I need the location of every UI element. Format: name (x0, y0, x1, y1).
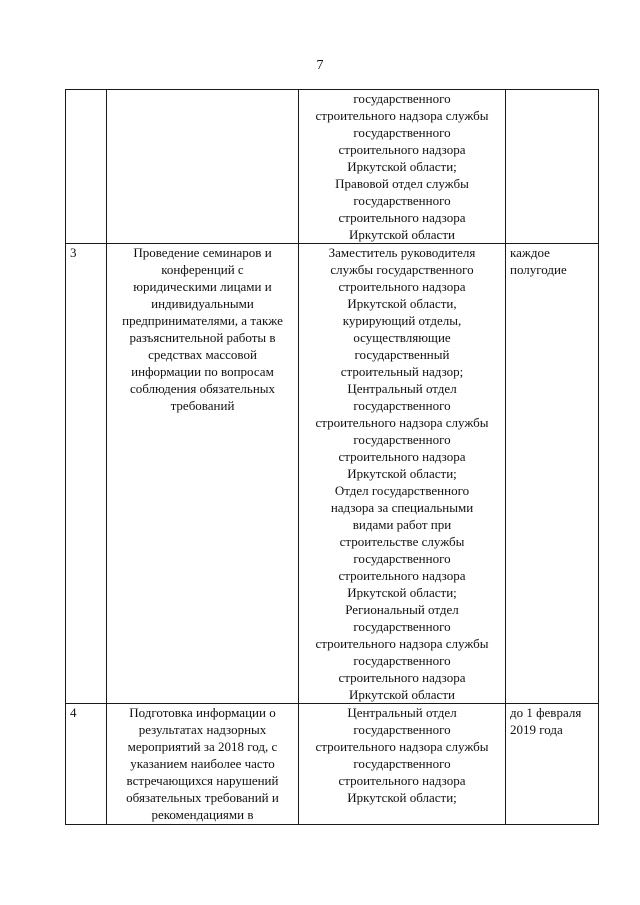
text-line: строительстве службы (339, 534, 465, 549)
text-line: государственного (353, 398, 451, 413)
text-line: строительного надзора (338, 210, 466, 225)
text-line: Иркутской области; (347, 466, 457, 481)
responsible-cell (299, 244, 506, 704)
text-line: указанием наиболее часто (130, 756, 275, 771)
text-line: государственного (353, 91, 451, 106)
text-line: встречающихся нарушений (126, 773, 279, 788)
text-line: полугодие (510, 262, 567, 277)
text-line: Иркутской области (349, 687, 455, 702)
text-line: Проведение семинаров и (133, 245, 272, 260)
text-line: обязательных требований и (126, 790, 279, 805)
text-line: средствах массовой (148, 347, 257, 362)
text-line: службы государственного (330, 262, 474, 277)
text-line: разъяснительной работы в (129, 330, 276, 345)
text-line: строительного надзора службы (315, 108, 489, 123)
text-line: государственного (353, 722, 451, 737)
text-line: результатах надзорных (138, 722, 267, 737)
text-line: Подготовка информации о (129, 705, 276, 720)
text-line: строительного надзора службы (315, 415, 489, 430)
text-line: Иркутской области (349, 227, 455, 242)
text-line: строительного надзора (338, 568, 466, 583)
text-line: государственный (354, 347, 450, 362)
text-line: Иркутской области; (347, 159, 457, 174)
event-cell (107, 704, 299, 825)
table-row (66, 704, 599, 825)
row-number-cell: 3 (66, 244, 107, 704)
text-line: требований (170, 398, 235, 413)
text-line: государственного (353, 756, 451, 771)
text-line: Иркутской области, (347, 296, 457, 311)
text-line: строительный надзор; (340, 364, 464, 379)
text-line: государственного (353, 125, 451, 140)
text-line: государственного (353, 653, 451, 668)
event-cell (107, 244, 299, 704)
term-cell (506, 244, 599, 704)
text-line: государственного (353, 432, 451, 447)
text-line: каждое (510, 245, 550, 260)
page-number: 7 (316, 58, 324, 73)
text-line: юридическими лицами и (133, 279, 272, 294)
text-line: предпринимателями, а также (122, 313, 283, 328)
text-line: строительного надзора (338, 449, 466, 464)
text-line: строительного надзора службы (315, 636, 489, 651)
text-line: 2019 года (510, 722, 563, 737)
event-cell (107, 90, 299, 244)
text-line: строительного надзора службы (315, 739, 489, 754)
text-line: индивидуальными (151, 296, 254, 311)
text-line: строительного надзора (338, 670, 466, 685)
plan-table (65, 89, 599, 825)
responsible-cell (299, 90, 506, 244)
table-row (66, 244, 599, 704)
responsible-cell (299, 704, 506, 825)
text-line: Центральный отдел (347, 705, 457, 720)
text-line: Иркутской области; (347, 585, 457, 600)
text-line: надзора за специальными (330, 500, 474, 515)
row-number-cell (66, 90, 107, 244)
text-line: строительного надзора (338, 773, 466, 788)
text-line: до 1 февраля (510, 705, 582, 720)
text-line: мероприятий за 2018 год, с (127, 739, 278, 754)
term-cell (506, 704, 599, 825)
text-line: рекомендациями в (151, 807, 254, 822)
row-number-cell: 4 (66, 704, 107, 825)
text-line: строительного надзора (338, 142, 466, 157)
text-line: государственного (353, 193, 451, 208)
text-line: Региональный отдел (345, 602, 459, 617)
text-line: Заместитель руководителя (328, 245, 476, 260)
table-row (66, 90, 599, 244)
term-cell (506, 90, 599, 244)
text-line: строительного надзора (338, 279, 466, 294)
text-line: государственного (353, 619, 451, 634)
text-line: информации по вопросам (131, 364, 274, 379)
text-line: государственного (353, 551, 451, 566)
text-line: Центральный отдел (347, 381, 457, 396)
text-line: Отдел государственного (334, 483, 470, 498)
text-line: конференций с (161, 262, 244, 277)
text-line: видами работ при (352, 517, 452, 532)
text-line: осуществляющие (353, 330, 451, 345)
text-line: Правовой отдел службы (335, 176, 469, 191)
text-line: соблюдения обязательных (129, 381, 276, 396)
text-line: Иркутской области; (347, 790, 457, 805)
text-line: курирующий отделы, (342, 313, 462, 328)
